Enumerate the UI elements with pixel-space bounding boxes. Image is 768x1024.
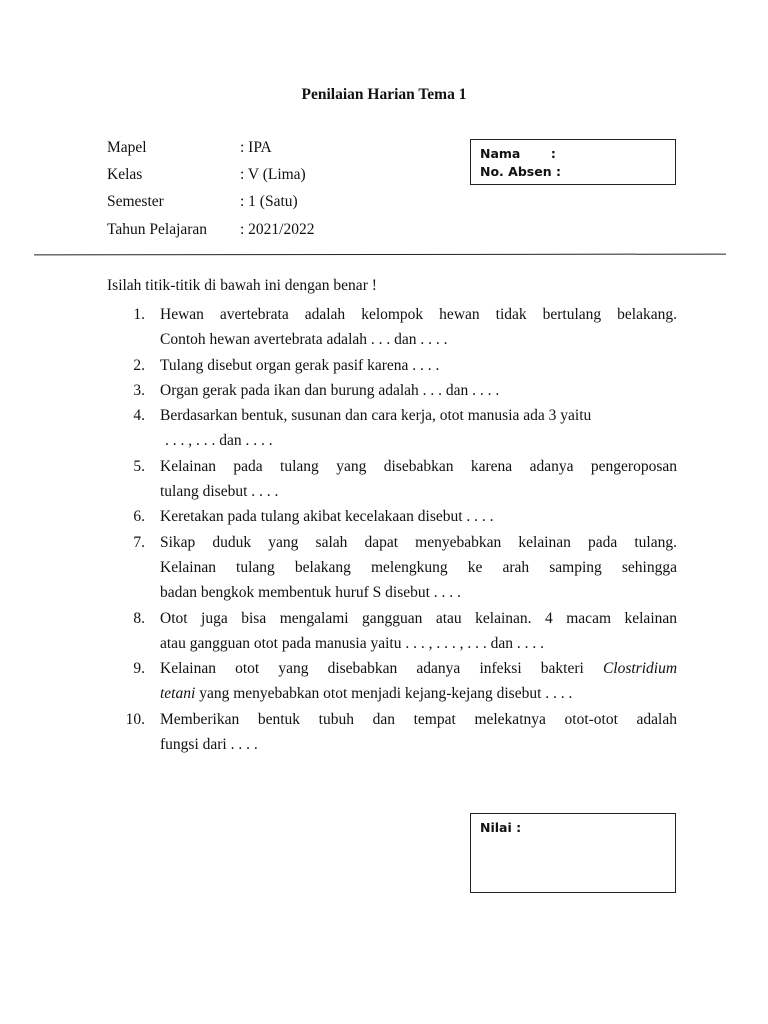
question-item <box>133 606 677 657</box>
question-number: 5. <box>133 457 145 475</box>
question-line: badan bengkok membentuk huruf S disebut . . . . <box>160 584 461 602</box>
meta-row-tahun-pelajaran <box>107 219 315 241</box>
question-line: Otot juga bisa mengalami gangguan atau kelainan. 4 macam kelainan <box>160 609 677 627</box>
question-item <box>133 530 677 606</box>
question-line: tulang disebut . . . . <box>160 483 279 501</box>
question-line <box>160 681 677 706</box>
question-line <box>160 656 677 681</box>
question-list <box>125 302 678 757</box>
question-line: Keretakan pada tulang akibat kecelakaan disebut . . . . <box>160 508 494 526</box>
meta-value: : 1 (Satu) <box>240 193 298 210</box>
question-line: Kelainan tulang belakang melengkung ke arah samping sehingga <box>160 558 677 576</box>
question-item <box>133 504 677 529</box>
question-item <box>133 656 678 707</box>
meta-label: Kelas <box>107 166 143 183</box>
question-line: Hewan avertebrata adalah kelompok hewan tidak bertulang belakang. <box>160 306 677 323</box>
question-item <box>133 454 677 505</box>
species-name-epithet: tetani <box>160 685 196 703</box>
question-line: Memberikan bentuk tubuh dan tempat melekatnya otot-otot adalah <box>160 710 677 728</box>
question-text: yang menyebabkan otot menjadi kejang-kejang disebut . . . . <box>199 685 573 703</box>
meta-label: Semester <box>107 193 164 210</box>
instruction-text: Isilah titik-titik di bawah ini dengan benar ! <box>107 277 377 294</box>
question-item <box>133 353 677 378</box>
question-number: 10. <box>125 710 145 728</box>
question-line: Berdasarkan bentuk, susunan dan cara kerja, otot manusia ada 3 yaitu <box>160 407 592 425</box>
question-number: 6. <box>133 508 145 526</box>
question-item <box>125 707 677 758</box>
meta-value: : V (Lima) <box>240 166 306 183</box>
meta-value: : IPA <box>240 139 272 156</box>
score-label: Nilai : <box>480 820 522 835</box>
meta-row-mapel <box>107 137 272 159</box>
question-number: 8. <box>133 609 145 627</box>
question-line: Kelainan pada tulang yang disebabkan karena adanya pengeroposan <box>160 457 677 475</box>
meta-value: : 2021/2022 <box>240 221 315 238</box>
question-number: 2. <box>133 356 145 374</box>
meta-label: Mapel <box>107 139 147 156</box>
question-number: 3. <box>133 381 145 399</box>
question-text: Kelainan otot yang disebabkan adanya infeksi bakteri <box>160 660 584 678</box>
question-number: 4. <box>133 407 145 425</box>
question-line: Contoh hewan avertebrata adalah . . . dan . . . . <box>160 331 448 349</box>
question-line: atau gangguan otot pada manusia yaitu . . . , . . . , . . . dan . . . . <box>160 634 544 652</box>
score-box <box>470 813 676 893</box>
meta-label: Tahun Pelajaran <box>107 221 208 238</box>
meta-row-kelas <box>107 164 306 186</box>
question-line: fungsi dari . . . . <box>160 736 258 754</box>
header-divider <box>34 254 726 256</box>
question-item <box>133 403 677 454</box>
identity-box <box>470 139 676 185</box>
species-name-genus: Clostridium <box>602 660 678 678</box>
question-line: Tulang disebut organ gerak pasif karena . . . . <box>160 356 440 374</box>
meta-row-semester <box>107 191 298 213</box>
question-number: 9. <box>133 660 145 678</box>
page-title: Penilaian Harian Tema 1 <box>301 86 467 103</box>
absen-label: No. Absen : <box>480 164 561 179</box>
question-line: Sikap duduk yang salah dapat menyebabkan kelainan pada tulang. <box>160 533 677 551</box>
question-line: . . . , . . . dan . . . . <box>165 432 273 450</box>
question-line: Organ gerak pada ikan dan burung adalah . . . dan . . . . <box>160 381 500 399</box>
question-item <box>133 378 677 403</box>
name-label: Nama : <box>480 146 556 161</box>
question-number: 1. <box>133 306 145 323</box>
question-number: 7. <box>133 533 145 551</box>
question-item <box>133 302 677 353</box>
